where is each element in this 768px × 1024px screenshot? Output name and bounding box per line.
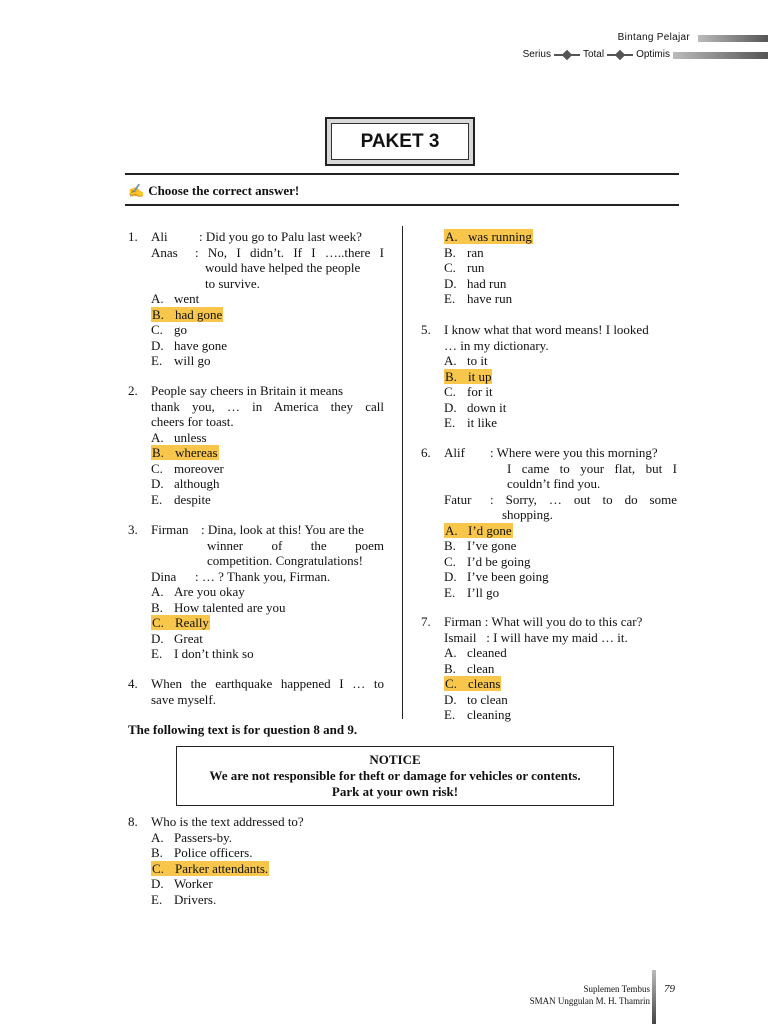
question-number: 6.: [421, 445, 431, 460]
footer-line: Suplemen Tembus: [583, 984, 650, 994]
option[interactable]: C. moreover: [151, 460, 224, 476]
question-4-options: [444, 229, 684, 307]
notice-box: [176, 746, 614, 806]
speaker: Firman: [151, 522, 189, 537]
option[interactable]: D. to clean: [444, 691, 508, 707]
dialogue-line: : … ? Thank you, Firman.: [195, 568, 331, 584]
footer-line: SMAN Unggulan M. H. Thamrin: [529, 996, 650, 1006]
dialogue-line: : Dina, look at this! You are the: [201, 522, 364, 537]
option[interactable]: D. down it: [444, 399, 507, 415]
option-selected[interactable]: A. was running: [445, 229, 532, 244]
speaker: Fatur: [444, 491, 472, 507]
motto-word-2: Total: [582, 49, 605, 60]
dialogue-line: : Where were you this morning?: [490, 445, 658, 460]
instruction-text: Choose the correct answer!: [148, 183, 300, 198]
question-number: 2.: [128, 383, 138, 398]
question-text: cheers for toast.: [151, 414, 234, 429]
dialogue-line: Firman : What will you do to this car?: [444, 614, 643, 629]
option[interactable]: D. Worker: [151, 876, 213, 891]
question-5: [421, 322, 677, 431]
option[interactable]: E. cleaning: [444, 707, 512, 722]
header-bar: [698, 35, 768, 42]
dialogue-line: : Did you go to Palu last week?: [199, 229, 362, 244]
section-heading: The following text is for question 8 and 9.: [128, 722, 358, 737]
option[interactable]: D. I’ve been going: [444, 569, 549, 584]
question-text: Who is the text addressed to?: [151, 814, 304, 829]
motto-word-3: Optimis: [636, 49, 670, 60]
diamond-arrow-icon: [554, 50, 580, 60]
option[interactable]: E. I’ll go: [444, 584, 500, 600]
option[interactable]: A. went: [151, 291, 200, 306]
option[interactable]: E. despite: [151, 491, 211, 507]
option[interactable]: D. although: [151, 476, 220, 491]
column-divider: [402, 226, 403, 719]
pen-icon: ✍: [128, 183, 145, 198]
question-text: … in my dictionary.: [444, 337, 549, 353]
option[interactable]: B. Police officers.: [151, 845, 253, 860]
option[interactable]: E. I don’t think so: [151, 646, 254, 661]
option[interactable]: E. have run: [444, 291, 513, 306]
question-text: thank you, … in America they call: [151, 398, 384, 414]
option-selected[interactable]: C. Really: [152, 615, 209, 630]
option-selected[interactable]: C. cleans: [445, 676, 501, 691]
question-text: I know what that word means! I looked: [444, 322, 649, 337]
dialogue-line: to survive.: [205, 275, 260, 291]
notice-line: We are not responsible for theft or damage for vehicles or contents.: [209, 768, 581, 783]
question-6: [421, 445, 677, 600]
option[interactable]: A. to it: [444, 353, 488, 368]
option[interactable]: A. Are you okay: [151, 584, 245, 599]
speaker: Alif: [444, 445, 465, 460]
page-title: PAKET 3: [331, 123, 469, 160]
question-text: When the earthquake happened I … to: [151, 676, 384, 691]
option[interactable]: B. clean: [444, 660, 495, 676]
speaker: Ali: [151, 229, 168, 244]
divider: [125, 204, 679, 206]
speaker: Anas: [151, 244, 178, 260]
diamond-arrow-icon: [607, 50, 633, 60]
option[interactable]: E. Drivers.: [151, 891, 217, 907]
footer-bar: [652, 970, 656, 1024]
option[interactable]: B. How talented are you: [151, 599, 286, 615]
option[interactable]: C. go: [151, 322, 187, 337]
question-4: [128, 676, 384, 707]
divider: [125, 173, 679, 175]
question-number: 1.: [128, 229, 138, 244]
option[interactable]: C. I’d be going: [444, 553, 531, 569]
header-bar: [673, 52, 768, 59]
option[interactable]: A. unless: [151, 429, 207, 445]
speaker: Dina: [151, 568, 177, 584]
dialogue-line: I came to your flat, but I: [507, 460, 677, 476]
option-selected[interactable]: B. had gone: [152, 306, 223, 322]
dialogue-line: couldn’t find you.: [507, 476, 601, 491]
option[interactable]: C. for it: [444, 384, 493, 399]
option[interactable]: A. Passers-by.: [151, 829, 233, 845]
option[interactable]: B. I’ve gone: [444, 538, 517, 553]
question-7: [421, 614, 677, 723]
option[interactable]: C. run: [444, 260, 485, 275]
dialogue-line: Ismail : I will have my maid … it.: [444, 629, 628, 645]
page-number: 79: [664, 983, 675, 995]
dialogue-line: winner of the poem: [207, 537, 384, 553]
question-text: save myself.: [151, 691, 216, 707]
option[interactable]: D. have gone: [151, 337, 228, 353]
dialogue-line: : No, I didn’t. If I …..there I: [195, 244, 384, 260]
notice-line: Park at your own risk!: [331, 784, 459, 799]
dialogue-line: would have helped the people: [205, 260, 361, 275]
option-selected[interactable]: B. it up: [445, 368, 492, 384]
option-selected[interactable]: A. I’d gone: [445, 522, 512, 538]
option[interactable]: E. it like: [444, 415, 497, 430]
dialogue-line: shopping.: [502, 507, 553, 522]
footer: [530, 983, 650, 1007]
question-1: [128, 229, 384, 369]
question-number: 3.: [128, 522, 138, 537]
question-8: [128, 814, 428, 907]
header-brand: Bintang Pelajar: [617, 32, 690, 43]
question-2: [128, 383, 384, 507]
notice-title: NOTICE: [369, 752, 421, 767]
option[interactable]: D. Great: [151, 630, 203, 646]
question-number: 7.: [421, 614, 431, 629]
option[interactable]: D. had run: [444, 275, 507, 291]
question-number: 8.: [128, 814, 138, 829]
dialogue-line: competition. Congratulations!: [207, 553, 363, 568]
question-3: [128, 522, 384, 662]
question-number: 4.: [128, 676, 138, 691]
question-number: 5.: [421, 322, 431, 337]
title-box: [325, 117, 475, 166]
option-selected[interactable]: B. whereas: [152, 445, 218, 460]
option[interactable]: A. cleaned: [444, 645, 507, 660]
option[interactable]: E. will go: [151, 353, 211, 368]
option-selected[interactable]: C. Parker attendants.: [152, 860, 269, 876]
motto-word-1: Serius: [522, 49, 551, 60]
header-motto: [523, 49, 670, 60]
dialogue-line: : Sorry, … out to do some: [490, 491, 677, 507]
question-text: People say cheers in Britain it means: [151, 383, 344, 398]
option[interactable]: B. ran: [444, 244, 484, 260]
instruction: [128, 183, 299, 199]
